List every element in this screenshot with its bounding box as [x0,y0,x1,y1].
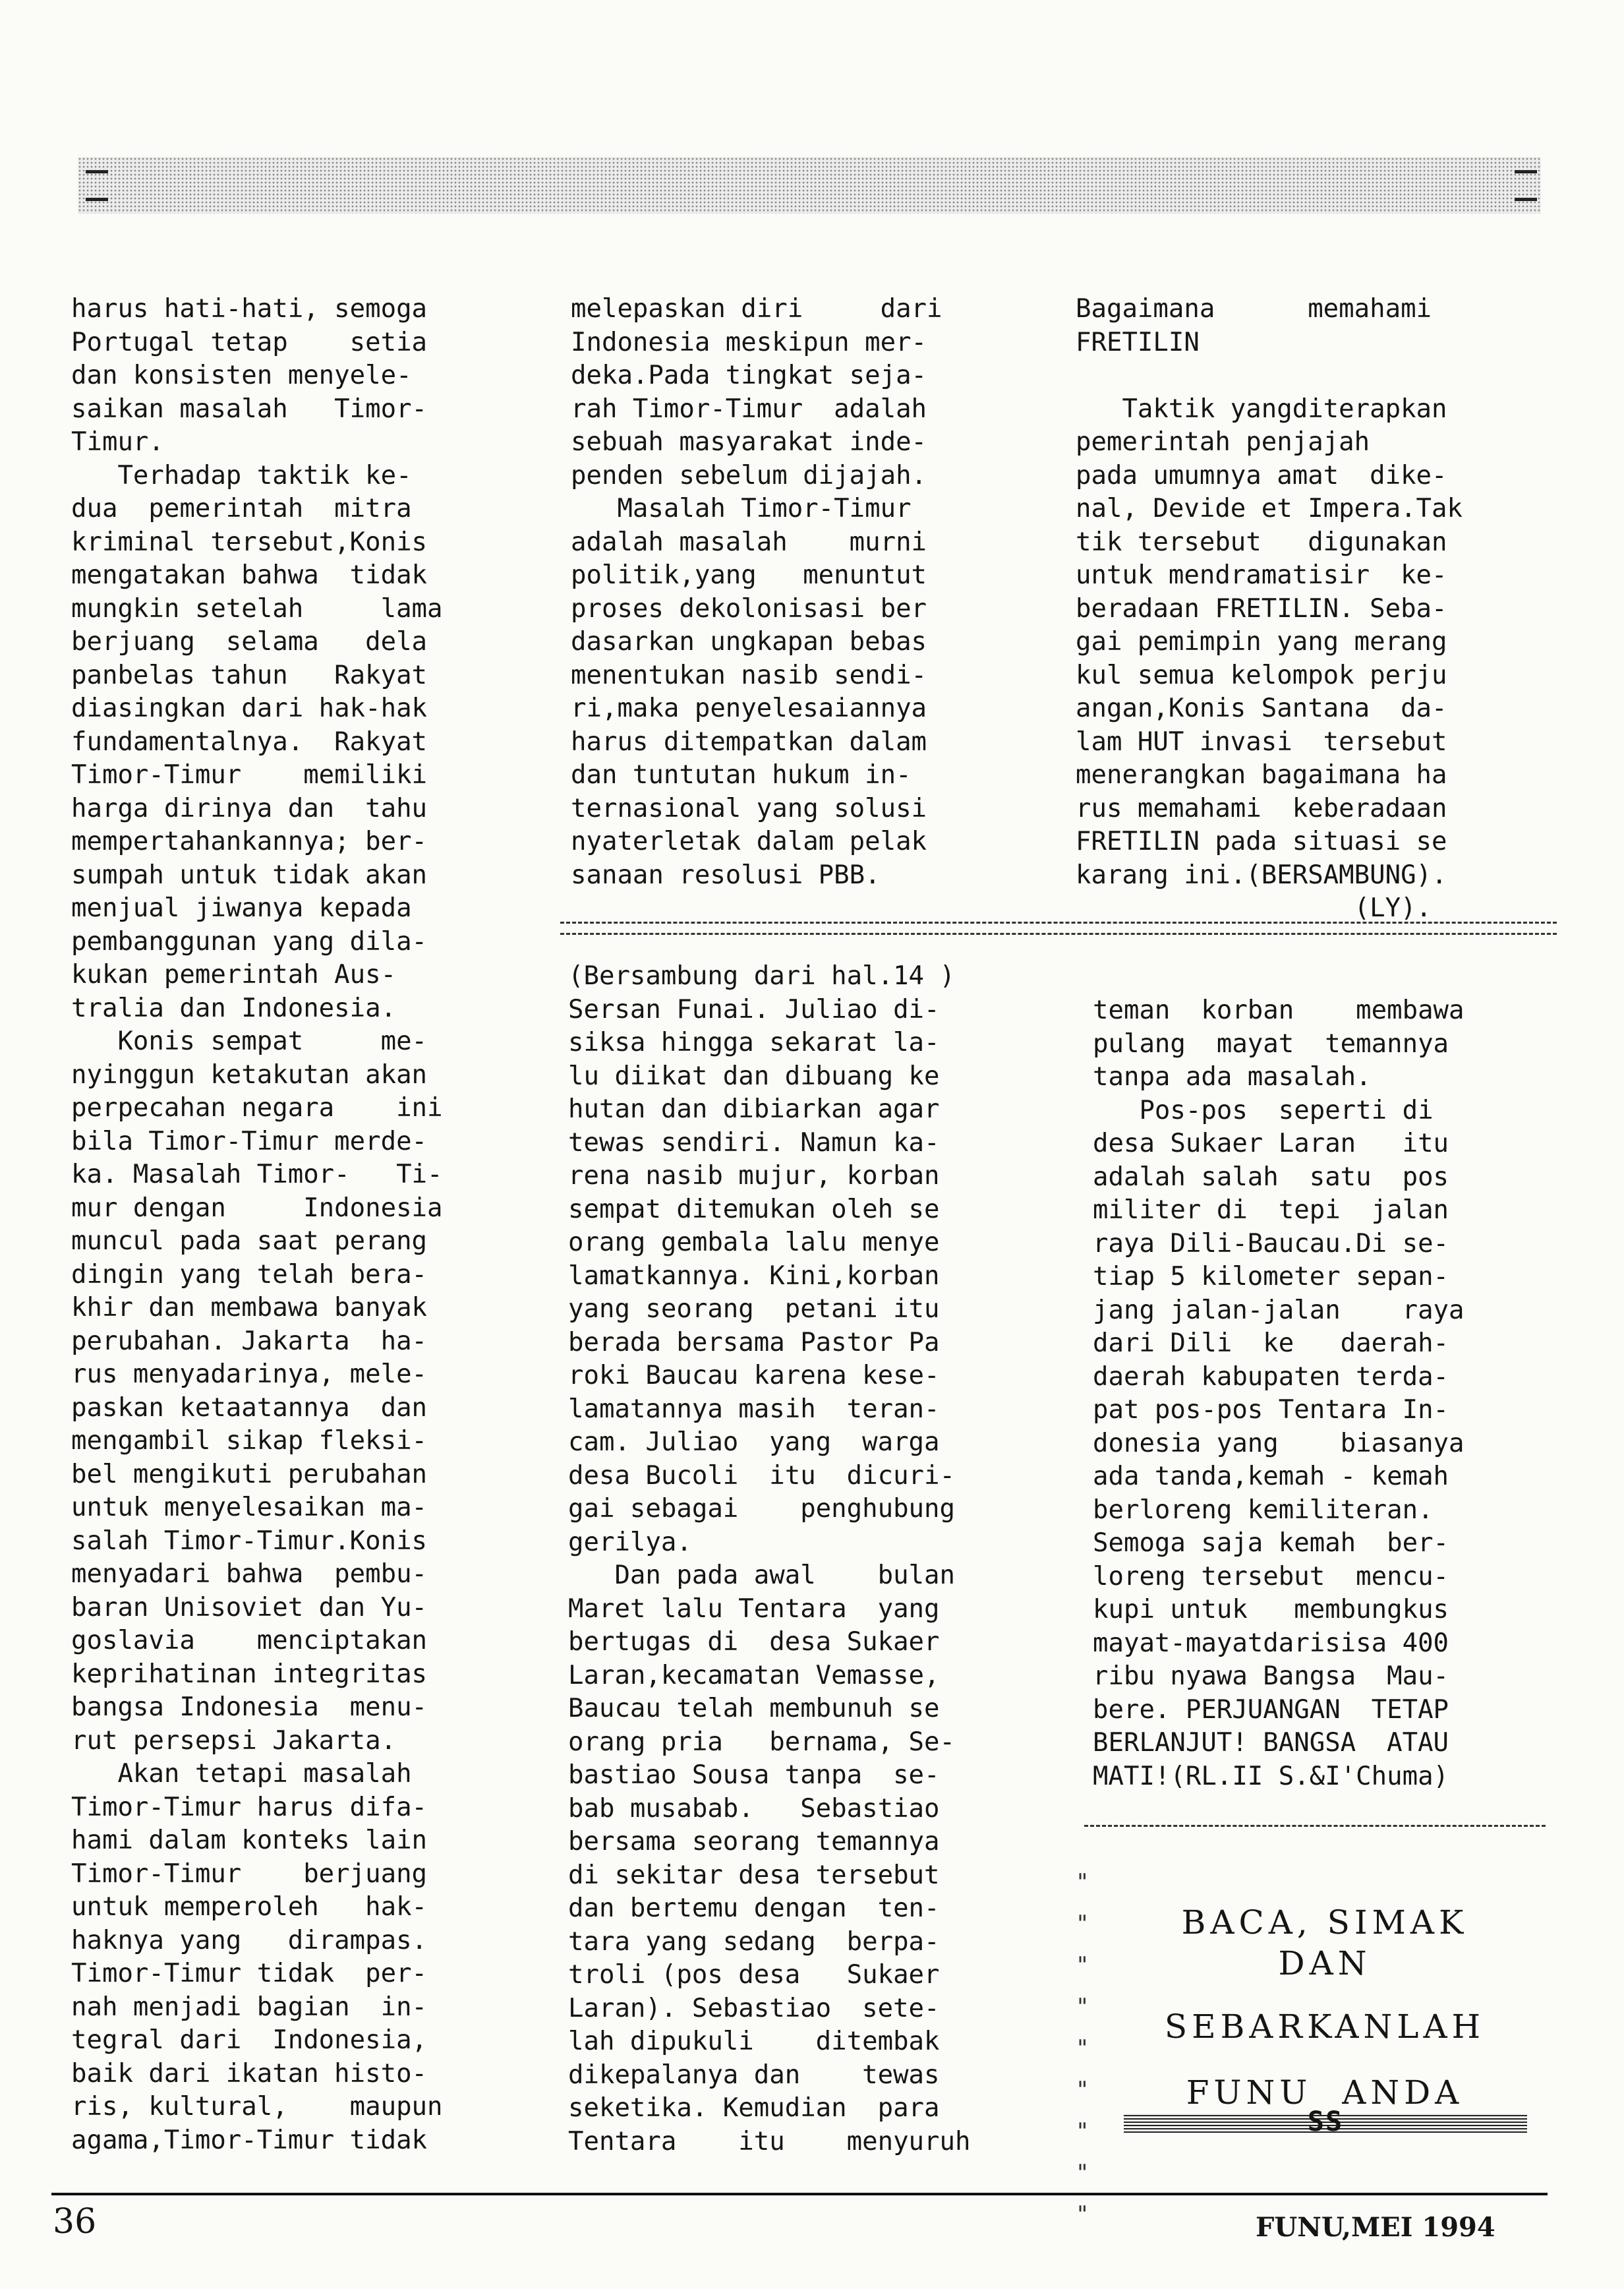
ad-top-rule [1084,1825,1546,1827]
article-column-middle-bottom: (Bersambung dari hal.14 ) Sersan Funai. Juliao di- siksa hingga sekarat la- lu diikat dan dibuang ke hutan dan dibiarkan agar tewas sendiri. Namun ka- rena nasib mujur, korban sempat ditemukan oleh se orang gembala lalu menye lamatkannya. Kini,korban yang seorang petani itu berada bersama Pastor Pa roki Baucau karena kese- lamatannya masih teran- cam. Juliao yang warga desa Bucoli itu dicuri- gai sebagai penghubung gerilya. Dan pada awal bulan Maret lalu Tentara yang bertugas di desa Sukaer Laran,kecamatan Vemasse, Baucau telah membunuh se orang pria bernama, Se- bastiao Sousa tanpa se- bab musabab. Sebastiao bersama seorang temannya di sekitar desa tersebut dan bertemu dengan ten- tara yang sedang berpa- troli (pos desa Sukaer Laran). Sebastiao sete- lah dipukuli ditembak dikepalanya dan tewas seketika. Kemudian para Tentara itu menyuruh [568,961,971,2156]
article-column-right-bottom: teman korban membawa pulang mayat temannya tanpa ada masalah. Pos-pos seperti di desa Sukaer Laran itu adalah salah satu pos militer di tepi jalan raya Dili-Baucau.Di se- tiap 5 kilometer sepan- jang jalan-jalan raya dari Dili ke daerah- daerah kabupaten terda- pat pos-pos Tentara In- donesia yang biasanya ada tanda,kemah - kemah berloreng kemiliteran. Semoga saja kemah ber- loreng tersebut mencu- kupi untuk membungkus mayat-mayatdarisisa 400 ribu nyawa Bangsa Mau- bere. PERJUANGAN TETAP BERLANJUT! BANGSA ATAU MATI!(RL.II S.&I'Chuma) [1093,996,1464,1791]
section-divider [560,922,1557,935]
footer-rule [51,2193,1548,2195]
page-number: 36 [53,2202,97,2242]
ad-underline-text: SS [1307,2105,1344,2137]
header-mark-left-top [86,170,108,173]
header-mark-left-bottom [86,198,108,201]
ad-line-spread: SEBARKANLAH [1164,2007,1486,2046]
ad-underline-bar [1124,2105,1527,2137]
article-column-middle-top: melepaskan diri dari Indonesia meskipun mer- deka.Pada tingkat seja- rah Timor-Timur adalah sebuah masyarakat inde- penden sebelum dijajah. Masalah Timor-Timur adalah masalah murni politik,yang menuntut proses dekolonisasi ber dasarkan ungkapan bebas menentukan nasib sendi- ri,maka penyelesaiannya harus ditempatkan dalam dan tuntutan hukum in- ternasional yang solusi nyaterletak dalam pelak sanaan resolusi PBB. [571,294,942,890]
ad-line-read: BACA, SIMAK [1181,1903,1468,1942]
ad-line-funu: FUNU ANDA [1186,2073,1464,2112]
ad-line-and: DAN [1278,1944,1372,1982]
ad-quote-marks: " " " " " " " " " [1076,1869,1089,2228]
header-band [78,157,1541,214]
header-mark-right-bottom [1515,198,1537,201]
article-column-left: harus hati-hati, semoga Portugal tetap setia dan konsisten menyele- saikan masalah Timor- Timur. Terhadap taktik ke- dua pemerintah mitra kriminal tersebut,Konis mengatakan bahwa tidak mungkin setelah lama berjuang selama dela panbelas tahun Rakyat diasingkan dari hak-hak fundamentalnya. Rakyat Timor-Timur memiliki harga dirinya dan tahu mempertahankannya; ber- sumpah untuk tidak akan menjual jiwanya kepada pembanggunan yang dila- kukan pemerintah Aus- tralia dan Indonesia. Konis sempat me- nyinggun ketakutan akan perpecahan negara ini bila Timor-Timur merde- ka. Masalah Timor- Ti- mur dengan Indonesia muncul pada saat perang dingin yang telah bera- khir dan membawa banyak perubahan. Jakarta ha- rus menyadarinya, mele- paskan ketaatannya dan mengambil sikap fleksi- bel mengikuti perubahan untuk menyelesaikan ma- salah Timor-Timur.Konis menyadari bahwa pembu- baran Unisoviet dan Yu- goslavia menciptakan keprihatinan integritas bangsa Indonesia menu- rut persepsi Jakarta. Akan tetapi masalah Timor-Timur harus difa- hami dalam konteks lain Timor-Timur berjuang untuk memperoleh hak- haknya yang dirampas. Timor-Timur tidak per- nah menjadi bagian in- tegral dari Indonesia, baik dari ikatan histo- ris, kultural, maupun agama,Timor-Timur tidak [71,294,443,2155]
footer-issue: FUNU,MEI 1994 [1256,2212,1495,2243]
article-column-right-top: Bagaimana memahami FRETILIN Taktik yangditerapkan pemerintah penjajah pada umumnya amat dike- nal, Devide et Impera.Tak tik tersebut digunakan untuk mendramatisir ke- beradaan FRETILIN. Seba- gai pemimpin yang merang kul semua kelompok perju angan,Konis Santana da- lam HUT invasi tersebut menerangkan bagaimana ha rus memahami keberadaan FRETILIN pada situasi se karang ini.(BERSAMBUNG). (LY). [1076,294,1463,923]
header-mark-right-top [1515,170,1537,173]
